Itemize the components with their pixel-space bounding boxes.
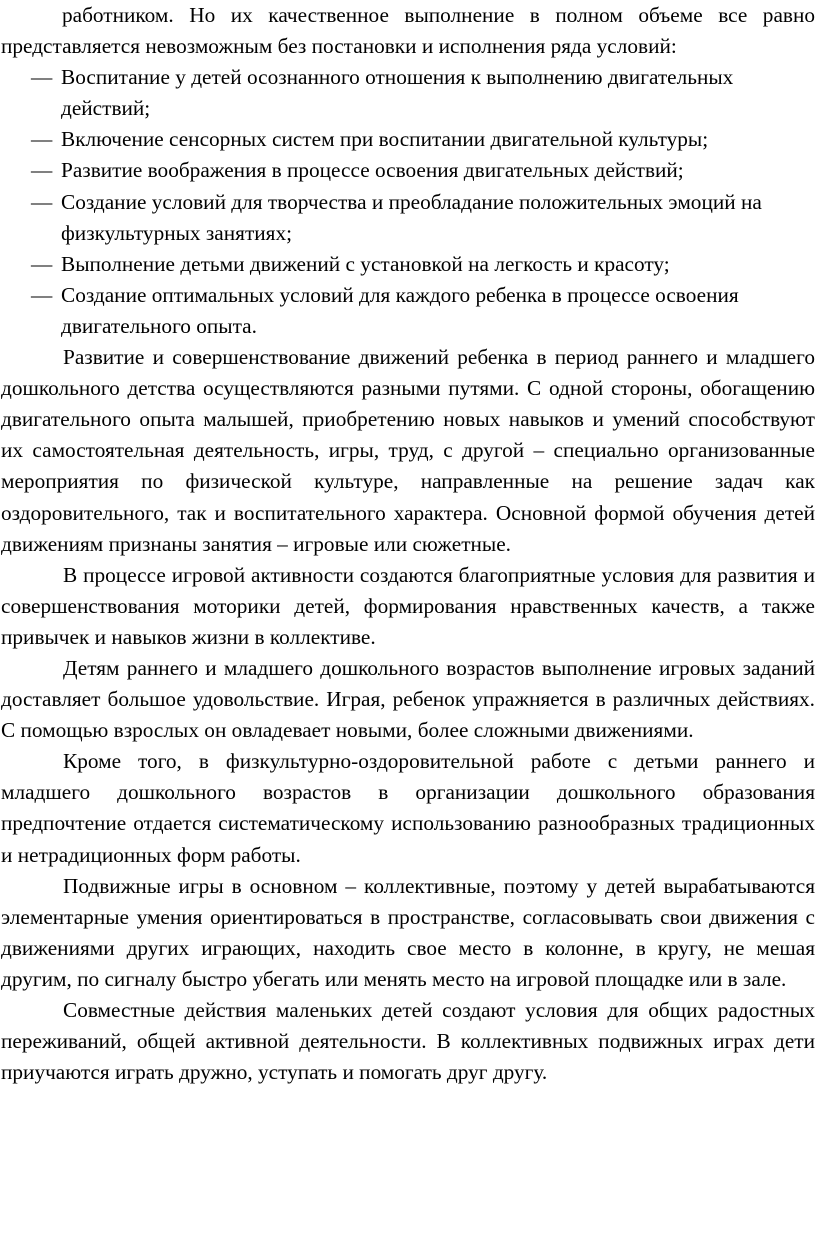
dash-marker: — <box>31 189 53 214</box>
condition-text: Развитие воображения в процессе освоения двигательных действий; <box>61 158 684 183</box>
body-paragraph: Развитие и совершенствование движений ребенка в период раннего и младшего дошкольного детства осуществляются разными путями. С одной стороны, обогащению двигательного опыта малышей, приобретению новых навыков и умений способствуют их самостоятельная деятельность, игры, труд, с другой – специально организованные мероприятия по физической культуре, направленные на решение задач как оздоровительного, так и воспитательного характера. Основной формой обучения детей движениям признаны занятия – игровые или сюжетные. <box>1 345 815 556</box>
body-paragraph: Совместные действия маленьких детей создают условия для общих радостных переживаний, общей активной деятельности. В коллективных подвижных играх дети приучаются играть дружно, уступать и помогать друг другу. <box>1 998 815 1085</box>
condition-text: Выполнение детьми движений с установкой на легкость и красоту; <box>61 251 670 276</box>
body-paragraph: Кроме того, в физкультурно-оздоровительной работе с детьми раннего и младшего дошкольного возрастов в организации дошкольного образования предпочтение отдается систематическому использованию разнообразных традиционных и нетрадиционных форм работы. <box>1 749 815 867</box>
intro-paragraph <box>1 0 815 62</box>
body-paragraph: В процессе игровой активности создаются благоприятные условия для развития и совершенствования моторики детей, формирования нравственных качеств, а также привычек и навыков жизни в коллективе. <box>1 562 815 649</box>
condition-item <box>1 155 815 186</box>
dash-marker: — <box>31 127 53 152</box>
dash-marker: — <box>31 251 53 276</box>
dash-marker: — <box>31 282 53 307</box>
condition-text: Создание оптимальных условий для каждого ребенка в процессе освоения двигательного опыта. <box>61 282 739 338</box>
condition-item <box>1 62 815 124</box>
condition-text: Включение сенсорных систем при воспитании двигательной культуры; <box>61 127 709 152</box>
condition-item <box>1 187 815 249</box>
intro-line-1: работником. Но их качественное выполнение в полном объеме все равно <box>62 3 815 27</box>
body-paragraph: Детям раннего и младшего дошкольного возрастов выполнение игровых заданий доставляет большое удовольствие. Играя, ребенок упражняется в различных действиях. С помощью взрослых он овладевает новыми, более сложными движениями. <box>1 655 815 743</box>
conditions-list <box>1 62 815 342</box>
condition-item <box>1 124 815 155</box>
body-paragraph: Подвижные игры в основном – коллективные, поэтому у детей вырабатываются элементарные умения ориентироваться в пространстве, согласовывать свои движения с движениями других играющих, находить свое место в колонне, в кругу, не мешая другим, по сигналу быстро убегать или менять место на игровой площадке или в зале. <box>1 873 815 991</box>
intro-line-2: представляется невозможным без постановки и исполнения ряда условий: <box>1 34 677 59</box>
dash-marker: — <box>31 65 53 90</box>
condition-item <box>1 249 815 280</box>
condition-item <box>1 280 815 342</box>
condition-text: Создание условий для творчества и преобладание положительных эмоций на физкультурных занятиях; <box>61 189 762 245</box>
dash-marker: — <box>31 158 53 183</box>
condition-text: Воспитание у детей осознанного отношения к выполнению двигательных действий; <box>61 65 734 121</box>
